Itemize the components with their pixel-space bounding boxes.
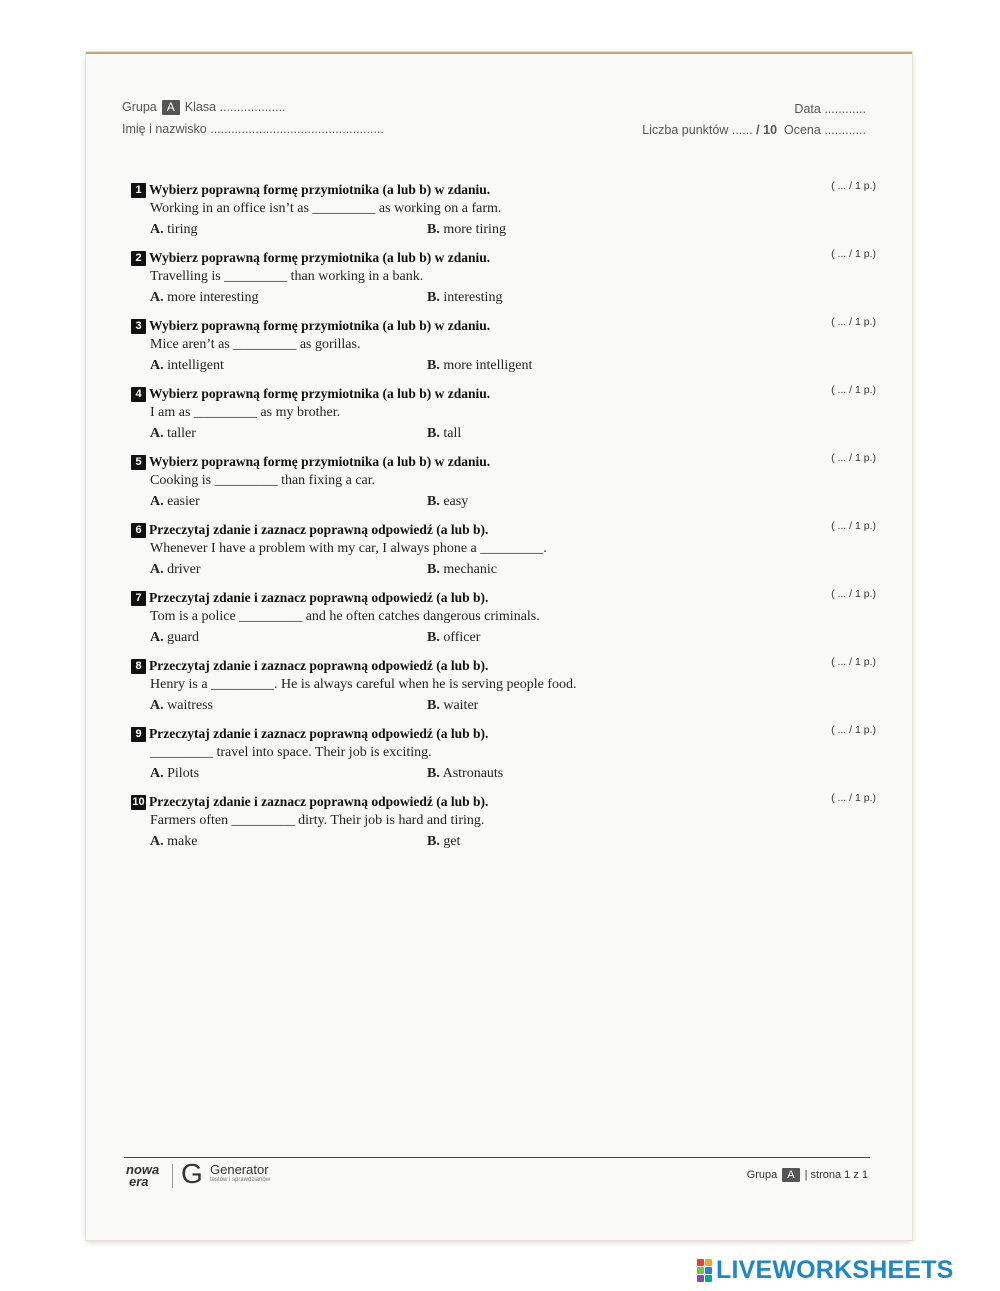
- footer-group-label: Grupa: [746, 1169, 778, 1181]
- question-number-badge: 5: [131, 455, 146, 470]
- instruction-text: Wybierz poprawną formę przymiotnika (a lub b) w zdaniu.: [149, 318, 491, 333]
- option-b-label: B.: [427, 494, 440, 509]
- option-b-text: mechanic: [443, 562, 497, 577]
- icon-cell: [705, 1259, 712, 1266]
- option-b-label: B.: [427, 426, 440, 441]
- question-sentence: Travelling is _________ than working in a bank.: [150, 269, 424, 284]
- question-6: [131, 522, 876, 582]
- option-a[interactable]: [150, 630, 199, 646]
- instruction-text: Przeczytaj zdanie i zaznacz poprawną odpowiedź (a lub b).: [149, 726, 489, 741]
- question-instruction: [131, 794, 876, 810]
- points-field[interactable]: ......: [731, 123, 753, 137]
- generator-g-icon: G: [181, 1158, 203, 1189]
- answer-options: [131, 766, 876, 786]
- instruction-text: Wybierz poprawną formę przymiotnika (a lub b) w zdaniu.: [149, 454, 491, 469]
- option-b-label: B.: [427, 358, 440, 373]
- icon-cell: [697, 1275, 704, 1282]
- option-a-label: A.: [150, 426, 164, 441]
- instruction-text: Przeczytaj zdanie i zaznacz poprawną odpowiedź (a lub b).: [149, 794, 489, 809]
- question-sentence: I am as _________ as my brother.: [150, 405, 341, 420]
- question-number-badge: 6: [131, 523, 146, 538]
- option-b-text: get: [443, 834, 461, 849]
- question-instruction: [131, 658, 876, 674]
- option-a-text: waitress: [167, 698, 214, 713]
- option-b[interactable]: [427, 698, 478, 714]
- group-badge: A: [162, 100, 180, 115]
- question-points: ( ... / 1 p.): [831, 248, 876, 260]
- option-a-label: A.: [150, 222, 164, 237]
- question-points: ( ... / 1 p.): [831, 724, 876, 736]
- question-points: ( ... / 1 p.): [831, 452, 876, 464]
- instruction-text: Wybierz poprawną formę przymiotnika (a lub b) w zdaniu.: [149, 250, 491, 265]
- question-4: [131, 386, 876, 446]
- answer-options: [131, 630, 876, 650]
- option-b-text: officer: [443, 630, 481, 645]
- option-b[interactable]: [427, 358, 532, 374]
- option-b[interactable]: [427, 834, 460, 850]
- option-b-text: waiter: [443, 698, 479, 713]
- question-8: [131, 658, 876, 718]
- option-b-text: easy: [443, 494, 469, 509]
- option-b[interactable]: [427, 766, 503, 782]
- question-instruction: [131, 522, 876, 538]
- question-sentence: Cooking is _________ than fixing a car.: [150, 473, 376, 488]
- question-points: ( ... / 1 p.): [831, 316, 876, 328]
- question-5: [131, 454, 876, 514]
- option-a-text: taller: [167, 426, 196, 441]
- class-field[interactable]: ...................: [219, 100, 286, 114]
- answer-options: [131, 562, 876, 582]
- option-b[interactable]: [427, 426, 461, 442]
- option-a[interactable]: [150, 290, 259, 306]
- question-7: [131, 590, 876, 650]
- footer-divider: [124, 1157, 870, 1158]
- option-a[interactable]: [150, 562, 201, 578]
- question-10: [131, 794, 876, 854]
- points-grade-line: [642, 123, 866, 137]
- option-a-text: intelligent: [167, 358, 224, 373]
- page-number: | strona 1 z 1: [804, 1169, 868, 1181]
- option-b[interactable]: [427, 222, 506, 238]
- option-a[interactable]: [150, 426, 196, 442]
- option-a-label: A.: [150, 494, 164, 509]
- answer-options: [131, 358, 876, 378]
- option-a[interactable]: [150, 358, 224, 374]
- option-b-label: B.: [427, 222, 440, 237]
- nowa-era-logo: nowa era: [126, 1162, 160, 1189]
- option-a-label: A.: [150, 358, 164, 373]
- question-instruction: [131, 454, 876, 470]
- option-a-label: A.: [150, 562, 164, 577]
- question-number-badge: 9: [131, 727, 146, 742]
- question-number-badge: 3: [131, 319, 146, 334]
- name-line: [122, 122, 384, 136]
- icon-cell: [697, 1259, 704, 1266]
- liveworksheets-logo: [697, 1256, 954, 1285]
- question-sentence: Tom is a police _________ and he often catches dangerous criminals.: [150, 609, 540, 624]
- option-a-text: driver: [167, 562, 201, 577]
- option-b[interactable]: [427, 562, 497, 578]
- question-points: ( ... / 1 p.): [831, 384, 876, 396]
- answer-options: [131, 290, 876, 310]
- option-a-label: A.: [150, 290, 164, 305]
- answer-options: [131, 834, 876, 854]
- instruction-text: Wybierz poprawną formę przymiotnika (a lub b) w zdaniu.: [149, 182, 491, 197]
- question-instruction: [131, 250, 876, 266]
- question-points: ( ... / 1 p.): [831, 656, 876, 668]
- option-b-label: B.: [427, 698, 440, 713]
- points-total: / 10: [756, 123, 778, 137]
- option-a-text: make: [167, 834, 198, 849]
- question-number-badge: 7: [131, 591, 146, 606]
- option-b-text: more intelligent: [443, 358, 533, 373]
- option-b-text: more tiring: [443, 222, 506, 237]
- option-b-label: B.: [427, 562, 440, 577]
- answer-options: [131, 222, 876, 242]
- group-label: Grupa: [122, 100, 157, 114]
- question-points: ( ... / 1 p.): [831, 520, 876, 532]
- option-a-text: tiring: [167, 222, 198, 237]
- option-a-label: A.: [150, 834, 164, 849]
- instruction-text: Wybierz poprawną formę przymiotnika (a lub b) w zdaniu.: [149, 386, 491, 401]
- option-a-text: more interesting: [167, 290, 259, 305]
- footer-group-badge: A: [782, 1168, 799, 1182]
- liveworksheets-text: LIVEWORKSHEETS: [716, 1256, 954, 1284]
- question-2: [131, 250, 876, 310]
- instruction-text: Przeczytaj zdanie i zaznacz poprawną odpowiedź (a lub b).: [149, 658, 489, 673]
- option-a-label: A.: [150, 766, 164, 781]
- question-points: ( ... / 1 p.): [831, 792, 876, 804]
- question-sentence: Working in an office isn’t as _________ as working on a farm.: [150, 201, 502, 216]
- icon-cell: [697, 1267, 704, 1274]
- question-sentence: Henry is a _________. He is always careful when he is serving people food.: [150, 677, 577, 692]
- answer-options: [131, 426, 876, 446]
- option-b[interactable]: [427, 290, 502, 306]
- question-instruction: [131, 590, 876, 606]
- question-number-badge: 8: [131, 659, 146, 674]
- option-b-label: B.: [427, 834, 440, 849]
- option-a[interactable]: [150, 222, 197, 238]
- option-a[interactable]: [150, 494, 200, 510]
- points-label: Liczba punktów: [642, 123, 729, 137]
- option-a[interactable]: [150, 834, 197, 850]
- question-sentence: Whenever I have a problem with my car, I always phone a _________.: [150, 541, 547, 556]
- question-sentence: Mice aren’t as _________ as gorillas.: [150, 337, 361, 352]
- icon-cell: [705, 1275, 712, 1282]
- option-b[interactable]: [427, 630, 480, 646]
- answer-options: [131, 494, 876, 514]
- option-b-text: tall: [443, 426, 462, 441]
- group-class-line: [122, 100, 286, 115]
- option-a-label: A.: [150, 630, 164, 645]
- question-number-badge: 10: [132, 796, 145, 808]
- option-a[interactable]: [150, 766, 199, 782]
- option-a-text: Pilots: [167, 766, 200, 781]
- option-b-text: Astronauts: [442, 766, 504, 781]
- grade-label: Ocena: [783, 123, 821, 137]
- option-a-text: easier: [167, 494, 200, 509]
- class-label: Klasa: [184, 100, 217, 114]
- question-number-badge: 2: [131, 251, 146, 266]
- question-number-badge: 1: [131, 183, 146, 198]
- icon-cell: [705, 1267, 712, 1274]
- option-a-label: A.: [150, 698, 164, 713]
- question-instruction: [131, 726, 876, 742]
- option-b[interactable]: [427, 494, 468, 510]
- question-points: ( ... / 1 p.): [831, 180, 876, 192]
- question-3: [131, 318, 876, 378]
- instruction-text: Przeczytaj zdanie i zaznacz poprawną odpowiedź (a lub b).: [149, 590, 489, 605]
- worksheet-page: [86, 52, 912, 1240]
- option-a[interactable]: [150, 698, 213, 714]
- question-points: ( ... / 1 p.): [831, 588, 876, 600]
- question-instruction: [131, 386, 876, 402]
- question-sentence: _________ travel into space. Their job is exciting.: [150, 745, 432, 760]
- date-line: [794, 102, 866, 116]
- date-label: Data: [794, 102, 821, 116]
- generator-subtitle: testów i sprawdzianów: [210, 1177, 271, 1183]
- question-instruction: [131, 182, 876, 198]
- page-info: [747, 1168, 868, 1182]
- answer-options: [131, 698, 876, 718]
- liveworksheets-icon: [697, 1259, 712, 1282]
- option-b-label: B.: [427, 290, 440, 305]
- question-number-badge: 4: [131, 387, 146, 402]
- question-sentence: Farmers often _________ dirty. Their job is hard and tiring.: [150, 813, 485, 828]
- option-b-label: B.: [427, 766, 440, 781]
- question-9: [131, 726, 876, 786]
- logo-separator: [172, 1164, 173, 1188]
- name-label: Imię i nazwisko: [122, 122, 207, 136]
- name-field[interactable]: ..................................................: [210, 122, 384, 136]
- date-field[interactable]: ............: [824, 102, 866, 116]
- option-b-label: B.: [427, 630, 440, 645]
- grade-field[interactable]: ............: [824, 123, 866, 137]
- question-instruction: [131, 318, 876, 334]
- generator-logo-text: Generator: [210, 1162, 269, 1177]
- instruction-text: Przeczytaj zdanie i zaznacz poprawną odpowiedź (a lub b).: [149, 522, 489, 537]
- question-1: [131, 182, 876, 242]
- option-a-text: guard: [167, 630, 200, 645]
- option-b-text: interesting: [443, 290, 503, 305]
